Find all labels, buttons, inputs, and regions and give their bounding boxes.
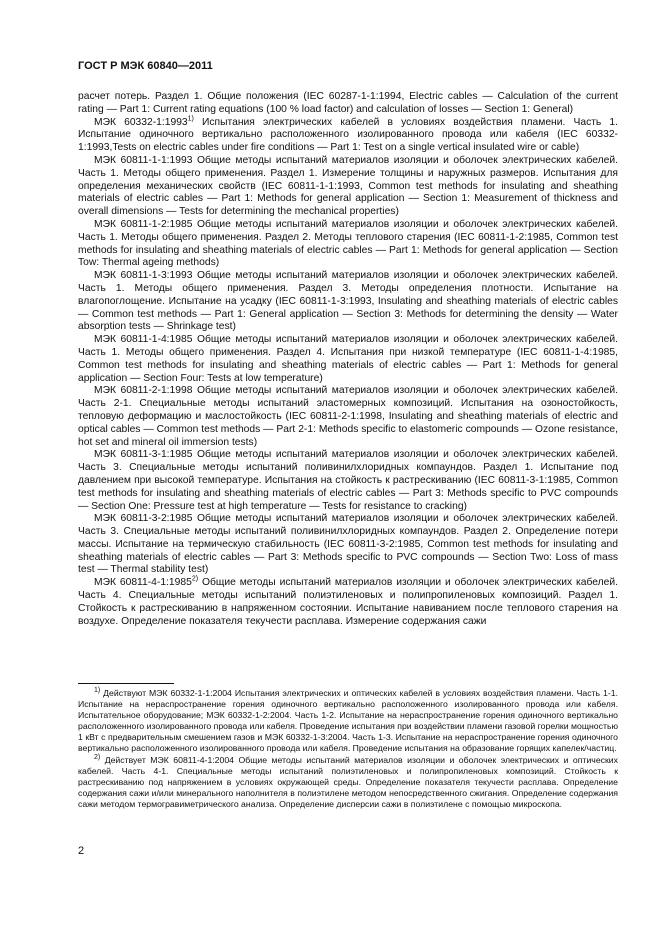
footnote-divider — [78, 683, 174, 684]
paragraph: МЭК 60811-4-1:1985$^{2)}$ Общие методы испытаний материалов изоляции и оболочек электрических кабелей. Часть 4. Специальные методы испытаний полиэтиленовых и полипропиленовых композиций. Раздел 1. Стойкость к растрескиванию в напряженном состоянии. Испытание навиванием после теплового старения на воздухе. Определение показателя текучести расплава. Измерение содержания сажи — [78, 575, 618, 627]
main-text — [78, 91, 618, 628]
footnote: $^{1)}$ Действуют МЭК 60332-1-1:2004 Испытания электрических и оптических кабелей в условиях воздействия пламени. Часть 1-1. Испытание на нераспространение горения одиночного вертикально расположенного изолированного провода или кабеля. Испытательное оборудование; МЭК 60332-1-2:2004. Часть 1-2. Испытание на нераспространение горения одиночного вертикально расположенного изолированного провода или кабеля. Проведение испытания при воздействии пламени газовой горелки мощностью 1 кВт с предварительным смешением газов и МЭК 60332-1-3:2004. Часть 1-3. Испытание на нераспространение горения одиночного вертикально расположенного изолированного провода или кабеля. Проведение испытания на образование горящих капелек/частиц. — [78, 687, 618, 753]
paragraph: МЭК 60811-3-1:1985 Общие методы испытаний материалов изоляции и оболочек электрических кабелей. Часть 3. Специальные методы испытаний поливинилхлоридных компаундов. Раздел 1. Испытание под давлением при высокой температуре. Испытания на стойкость к растрескиванию (IEC 60811-3-1:1985, Common test methods for insulating and sheathing materials of electric cables — Part 3: Methods specific to PVC compounds — Section One: Pressure test at high temperature — Tests for resistance to cracking) — [78, 449, 618, 512]
footnotes — [78, 688, 618, 812]
paragraph: МЭК 60332-1:1993$^{1)}$ Испытания электрических кабелей в условиях воздействия пламени. Часть 1. Испытание одиночного вертикально расположенного изолированного провода или кабеля (IEC 60332-1:1993,Tests on electric cables under fire conditions — Part 1: Test on a single vertical insulated wire or cable) — [78, 115, 618, 154]
paragraph: МЭК 60811-2-1:1998 Общие методы испытаний материалов изоляции и оболочек электрических кабелей. Часть 2-1. Специальные методы испытаний эластомерных композиций. Испытания на озоностойкость, тепловую деформацию и маслостойкость (IEC 60811-2-1:1998, Insulating and sheathing materials of electric and optical cables — Common test methods — Part 2-1: Methods specific to elastomeric compounds — Ozone resistance, hot set and mineral oil immersion tests) — [78, 385, 618, 448]
paragraph: расчет потерь. Раздел 1. Общие положения (IEC 60287-1-1:1994, Electric cables — Calculation of the current rating — Part 1: Current rating equations (100 % load factor) and calculation of losses — Section 1: General) — [78, 91, 618, 115]
footnote: $^{2)}$ Действует МЭК 60811-4-1:2004 Общие методы испытаний материалов изоляции и оболочек электрических и оптических кабелей. Часть 4-1. Специальные методы испытаний полиэтиленовых и полипропиленовых композиций. Стойкость к растрескиванию под напряжением в условиях окружающей среды. Определение показателя текучести расплава. Определение содержания сажи и/или минерального наполнителя в полиэтилене методом непосредственного сжигания. Определение содержания сажи методом термогравиметрического анализа. Определение дисперсии сажи в полиэтилене с помощью микроскопа. — [78, 754, 618, 810]
paragraph: МЭК 60811-3-2:1985 Общие методы испытаний материалов изоляции и оболочек электрических кабелей. Часть 3. Специальные методы испытаний поливинилхлоридных компаундов. Раздел 2. Определение потери массы. Испытание на термическую стабильность (IEC 60811-3-2:1985, Common test methods for insulating and sheathing materials of electric cables — Part 3: Methods specific to PVC compounds — Section Two: Loss of mass test — Thermal stability test) — [78, 513, 618, 576]
paragraph: МЭК 60811-1-3:1993 Общие методы испытаний материалов изоляции и оболочек электрических кабелей. Часть 1. Методы общего применения. Раздел 3. Методы определения плотности. Испытание на влагопоглощение. Испытание на усадку (IEC 60811-1-3:1993, Insulating and sheathing materials of electric cables — Common test methods — Part 1: General application — Section 3: Methods for determining the density — Water absorption tests — Shrinkage test) — [78, 270, 618, 333]
document-header: ГОСТ Р МЭК 60840—2011 — [78, 60, 213, 72]
paragraph: МЭК 60811-1-2:1985 Общие методы испытаний материалов изоляции и оболочек электрических кабелей. Часть 1. Методы общего применения. Раздел 2. Методы теплового старения (IEC 60811-1-2:1985, Common test methods for insulating and sheathing materials of electric cables — Part 1: Methods for general application — Section Tow: Thermal ageing methods) — [78, 218, 618, 269]
paragraph: МЭК 60811-1-4:1985 Общие методы испытаний материалов изоляции и оболочек электрических кабелей. Часть 1. Методы общего применения. Раздел 4. Испытания при низкой температуре (IEC 60811-1-4:1985, Common test methods for insulating and sheathing materials of electric cables — Part 1: Methods for general application — Section Four: Tests at low temperature) — [78, 334, 618, 384]
footnote-ref[interactable]: 2) — [191, 575, 199, 583]
page-number: 2 — [78, 845, 85, 857]
paragraph: МЭК 60811-1-1:1993 Общие методы испытаний материалов изоляции и оболочек электрических кабелей. Часть 1. Методы общего применения. Раздел 1. Измерение толщины и наружных размеров. Испытания для определения механических свойств (IEC 60811-1-1:1993, Common test methods for insulating and sheathing materials of electric cables — Part 1: Methods for general application — Section 1: Measurement of thickness and overall dimensions — Tests for determining the mechanical properties) — [78, 154, 618, 218]
footnote-ref[interactable]: 1) — [187, 115, 194, 123]
